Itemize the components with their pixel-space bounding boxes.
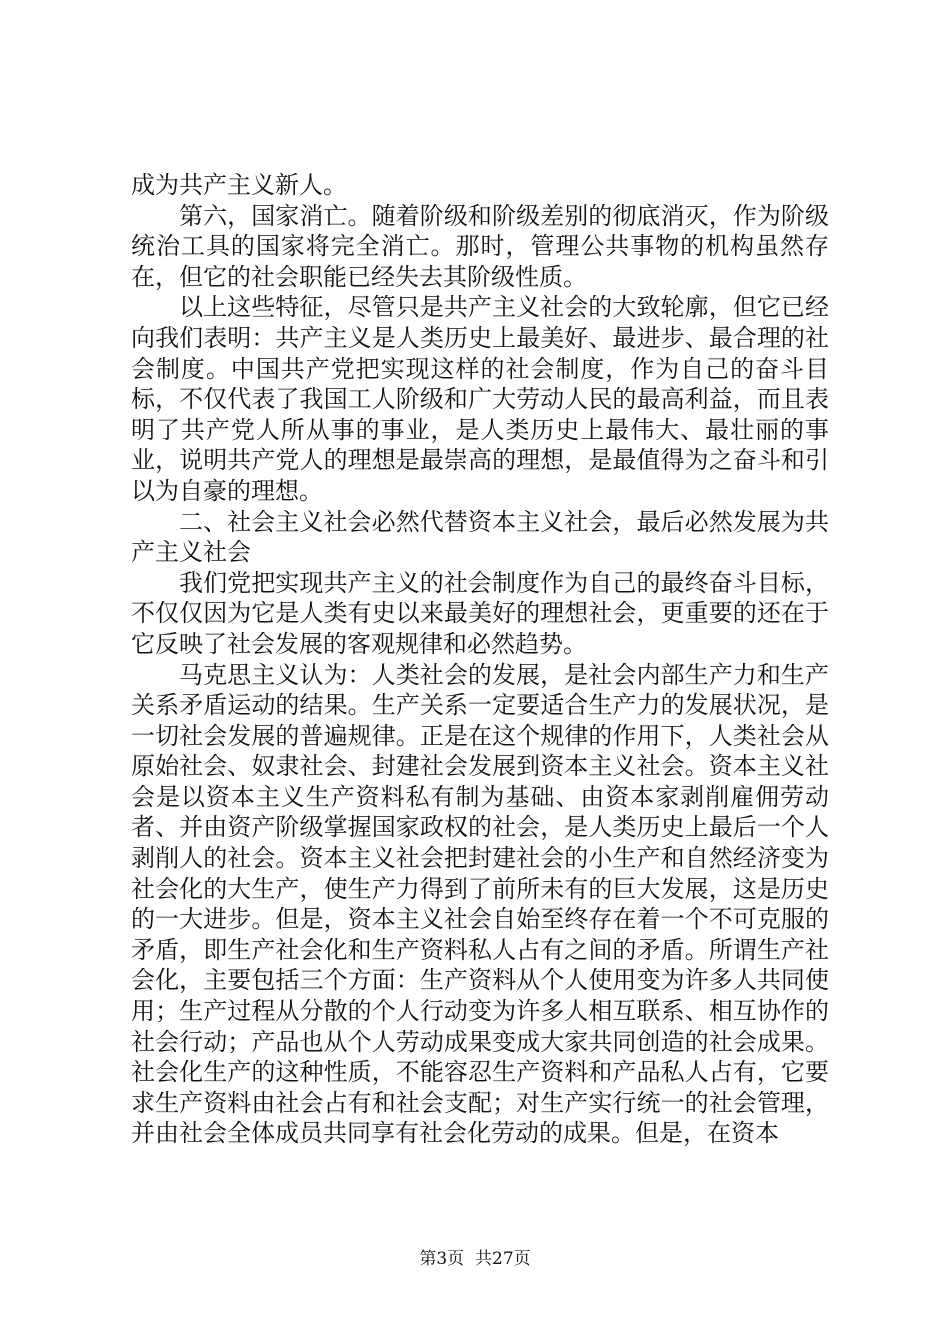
paragraph-4: 我们党把实现共产主义的社会制度作为自己的最终奋斗目标，不仅仅因为它是人类有史以来最美好的理想社会，更重要的还在于它反映了社会发展的客观规律和必然趋势。 bbox=[131, 568, 829, 658]
total-pages: 共27页 bbox=[475, 1249, 531, 1269]
page-footer bbox=[0, 1244, 950, 1269]
paragraph-1: 成为共产主义新人。 bbox=[131, 171, 347, 199]
paragraph-5: 马克思主义认为：人类社会的发展，是社会内部生产力和生产关系矛盾运动的结果。生产关系一定要适合生产力的发展状况，是一切社会发展的普遍规律。正是在这个规律的作用下，人类社会从原始社会、奴隶社会、封建社会发展到资本主义社会。资本主义社会是以资本主义生产资料私有制为基础、由资本家剥削雇佣劳动者、并由资产阶级掌握国家政权的社会，是人类历史上最后一个人剥削人的社会。资本主义社会把封建社会的小生产和自然经济变为社会化的大生产，使生产力得到了前所未有的巨大发展，这是历史的一大进步。但是，资本主义社会自始至终存在着一个不可克服的矛盾，即生产社会化和生产资料私人占有之间的矛盾。所谓生产社会化，主要包括三个方面：生产资料从个人使用变为许多人共同使用；生产过程从分散的个人行动变为许多人相互联系、相互协作的社会行动；产品也从个人劳动成果变成大家共同创造的社会成果。社会化生产的这种性质，不能容忍生产资料和产品私人占有，它要求生产资料由社会占有和社会支配；对生产实行统一的社会管理，并由社会全体成员共同享有社会化劳动的成果。但是，在资本 bbox=[131, 660, 829, 1148]
paragraph-3: 以上这些特征，尽管只是共产主义社会的大致轮廓，但它已经向我们表明：共产主义是人类历史上最美好、最进步、最合理的社会制度。中国共产党把实现这样的社会制度，作为自己的奋斗目标，不仅代表了我国工人阶级和广大劳动人民的最高利益，而且表明了共产党人所从事的事业，是人类历史上最伟大、最壮丽的事业，说明共产党人的理想是最崇高的理想，是最值得为之奋斗和引以为自豪的理想。 bbox=[131, 293, 829, 505]
section-heading: 二、社会主义社会必然代替资本主义社会，最后必然发展为共产主义社会 bbox=[131, 507, 829, 567]
paragraph-2: 第六，国家消亡。随着阶级和阶级差别的彻底消灭，作为阶级统治工具的国家将完全消亡。那时，管理公共事物的机构虽然存在，但它的社会职能已经失去其阶级性质。 bbox=[131, 201, 829, 291]
page-number: 第3页 bbox=[419, 1249, 465, 1269]
body-text bbox=[131, 170, 829, 1149]
